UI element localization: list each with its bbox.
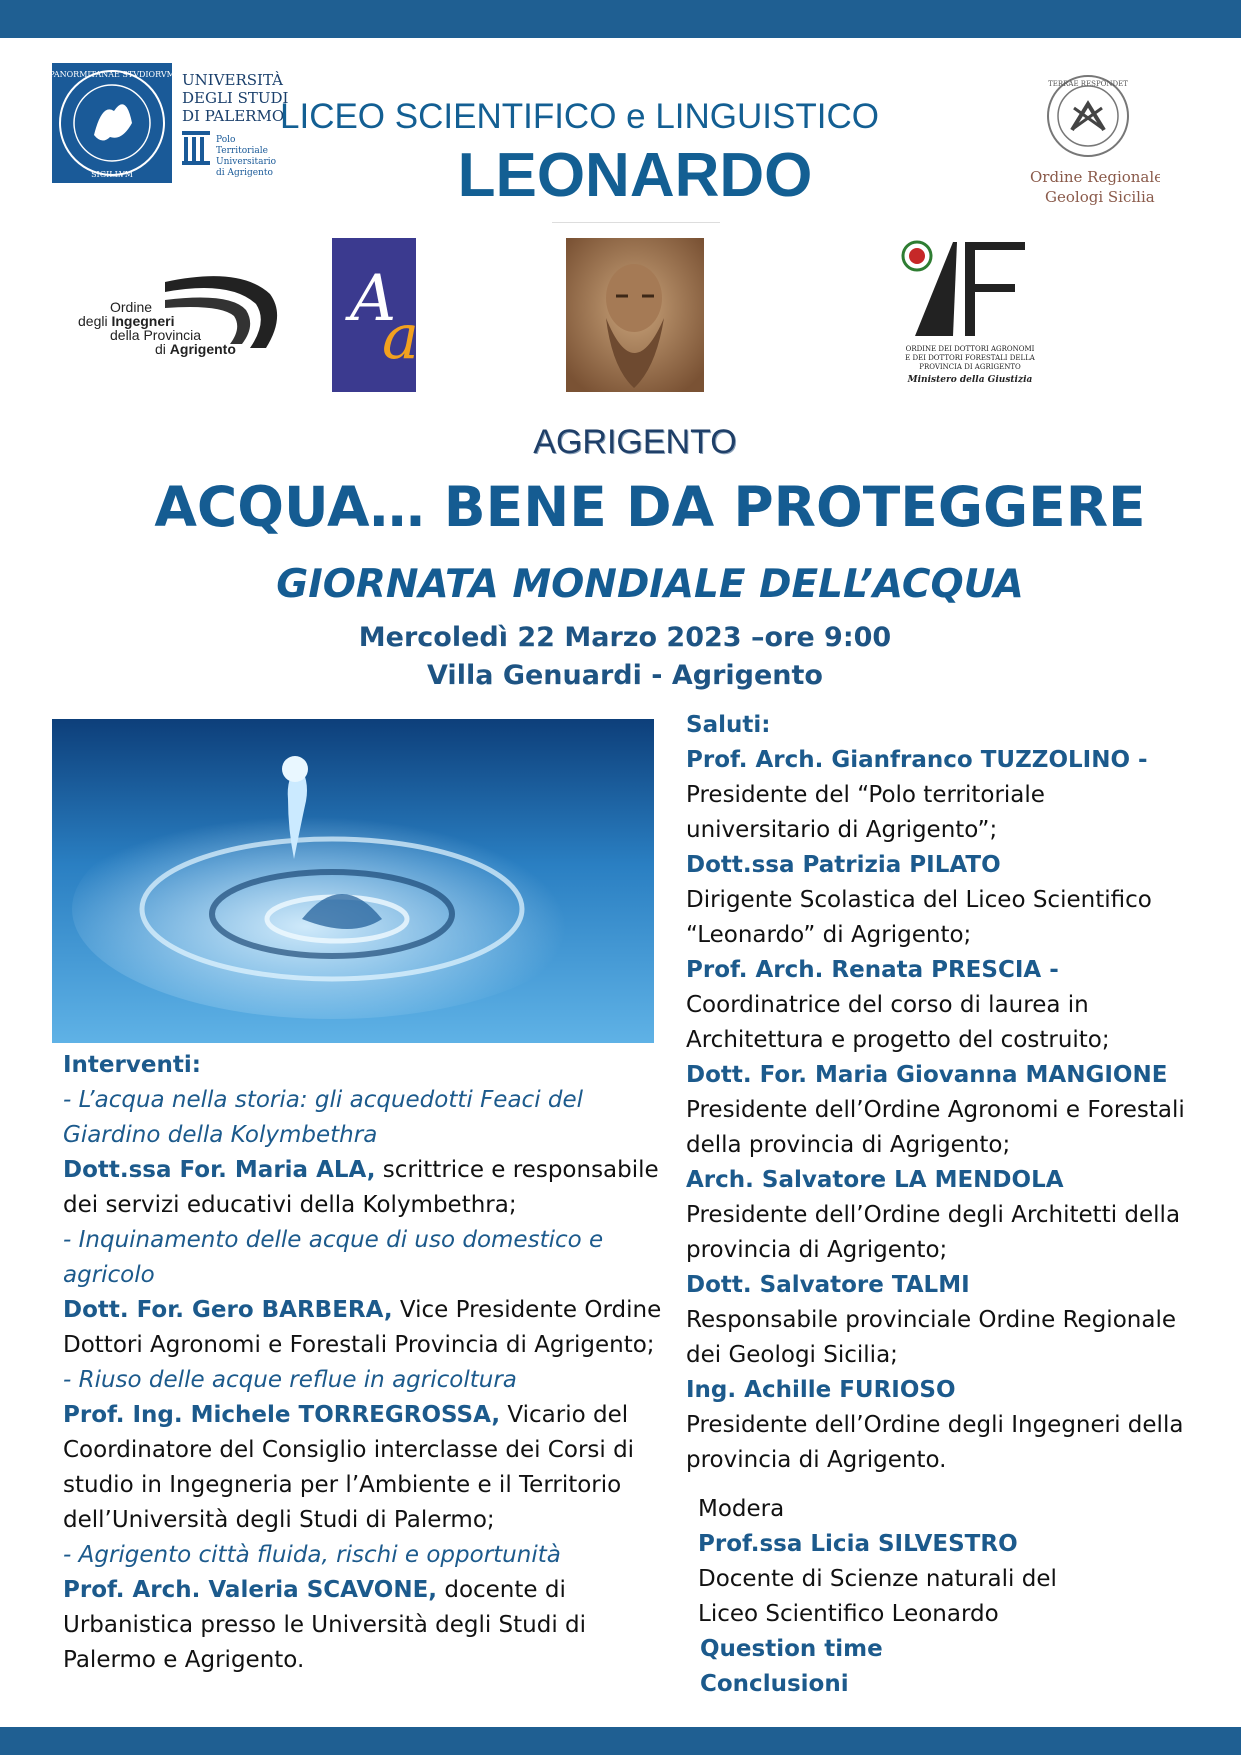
saluti-name-2: Dott.ssa Patrizia PILATO [686, 852, 1001, 878]
school-name-line2: LEONARDO [457, 141, 813, 210]
agronomi-line1: ORDINE DEI DOTTORI AGRONOMI [905, 345, 1035, 353]
intervento-topic-3: - Riuso delle acque reflue in agricoltura [63, 1367, 517, 1393]
svg-text:di Agrigento [155, 341, 236, 357]
unipa-name-line3: DI PALERMO [182, 107, 285, 125]
agronomi-logo [895, 236, 1045, 391]
moderator-section [698, 1492, 1198, 1632]
saluti-name-7: Ing. Achille FURIOSO [686, 1377, 956, 1403]
ing-line1: Ordine [110, 299, 153, 315]
polo-line2: Territoriale [216, 146, 268, 156]
svg-text:PANORMITANAE STVDIORVM: PANORMITANAE STVDIORVM [52, 70, 175, 79]
agronomi-line4: Ministero della Giustizia [907, 375, 1033, 385]
event-city: AGRIGENTO [533, 423, 737, 461]
divider [552, 222, 720, 223]
intervento-speaker-2 [63, 1293, 663, 1363]
leonardo-portrait-image [566, 238, 704, 392]
aa-logo [332, 238, 416, 392]
speaker-role: scrittrice e responsabile dei servizi educativi della Kolymbethra; [63, 1157, 659, 1218]
intervento-speaker-4 [63, 1573, 663, 1678]
event-venue: Villa Genuardi - Agrigento [427, 660, 823, 691]
top-banner-bar [0, 0, 1241, 38]
ing-line3: della Provincia [110, 327, 202, 343]
unipa-logo [52, 63, 292, 187]
saluti-role-5: Presidente dell’Ordine degli Architetti della provincia di Agrigento; [686, 1202, 1181, 1263]
saluti-heading: Saluti: [686, 712, 771, 738]
saluti-name-4: Dott. For. Maria Giovanna MANGIONE [686, 1062, 1168, 1088]
ingegneri-logo [70, 270, 280, 365]
intervento-topic-1: - L’acqua nella storia: gli acquedotti Feaci del Giardino della Kolymbethra [63, 1087, 584, 1148]
ing-line2a: degli [78, 313, 112, 329]
intervento-speaker-1 [63, 1153, 663, 1223]
ing-line4a: di [155, 341, 170, 357]
speaker-role: Vice Presidente Ordine Dottori Agronomi e Forestali Provincia di Agrigento; [63, 1297, 662, 1358]
speaker-name: Dott.ssa For. Maria ALA, [63, 1157, 376, 1183]
polo-line3: Universitario [216, 157, 277, 167]
speaker-name: Prof. Arch. Valeria SCAVONE, [63, 1577, 438, 1603]
saluti-role-6: Responsabile provinciale Ordine Regionale dei Geologi Sicilia; [686, 1307, 1176, 1368]
event-date: Mercoledì 22 Marzo 2023 –ore 9:00 [358, 622, 892, 653]
moderator-name: Prof.ssa Licia SILVESTRO [698, 1531, 1018, 1557]
polo-line1: Polo [216, 135, 236, 145]
saluti-name-3: Prof. Arch. Renata PRESCIA - [686, 957, 1059, 983]
unipa-name-line1: UNIVERSITÀ [182, 71, 283, 89]
closing-item-2: Conclusioni [700, 1671, 849, 1697]
aa-lower: a [382, 300, 416, 373]
polo-line4: di Agrigento [216, 168, 273, 178]
speaker-role: Vicario del Coordinatore del Consiglio interclasse dei Corsi di studio in Ingegneria per l’Ambiente e il Territorio dell’Università degli Studi di Palermo; [63, 1402, 635, 1533]
geologi-logo [1030, 72, 1160, 212]
agronomi-line3: PROVINCIA DI AGRIGENTO [919, 363, 1021, 371]
interventi-section [63, 1048, 663, 1678]
ing-line4b: Agrigento [169, 341, 236, 357]
interventi-heading: Interventi: [63, 1052, 201, 1078]
saluti-role-4: Presidente dell’Ordine Agronomi e Forestali della provincia di Agrigento; [686, 1097, 1185, 1158]
intervento-topic-4: - Agrigento città fluida, rischi e opportunità [63, 1542, 561, 1568]
intervento-speaker-3 [63, 1398, 663, 1538]
bottom-banner-bar [0, 1727, 1241, 1755]
saluti-role-3: Coordinatrice del corso di laurea in Architettura e progetto del costruito; [686, 992, 1110, 1053]
saluti-name-1: Prof. Arch. Gianfranco TUZZOLINO - [686, 747, 1148, 773]
school-name-line1: LICEO SCIENTIFICO e LINGUISTICO [280, 97, 879, 136]
saluti-name-5: Arch. Salvatore LA MENDOLA [686, 1167, 1064, 1193]
speaker-role: docente di Urbanistica presso le Università degli Studi di Palermo e Agrigento. [63, 1577, 587, 1673]
water-splash-image [52, 719, 654, 1043]
closing-item-1: Question time [700, 1636, 883, 1662]
speaker-name: Prof. Ing. Michele TORREGROSSA, [63, 1402, 501, 1428]
saluti-role-2: Dirigente Scolastica del Liceo Scientifico “Leonardo” di Agrigento; [686, 887, 1152, 948]
unipa-name-line2: DEGLI STUDI [182, 89, 289, 107]
geologi-line2: Geologi Sicilia [1045, 188, 1155, 206]
ing-line2b: Ingegneri [111, 313, 175, 329]
saluti-role-1: Presidente del “Polo territoriale universitario di Agrigento”; [686, 782, 1045, 843]
moderator-label: Modera [698, 1496, 785, 1522]
intervento-topic-2: - Inquinamento delle acque di uso domestico e agricolo [63, 1227, 604, 1288]
closing-section [700, 1632, 1100, 1702]
saluti-name-6: Dott. Salvatore TALMI [686, 1272, 970, 1298]
svg-text:TERRAE RESPONDET: TERRAE RESPONDET [1048, 80, 1128, 88]
speaker-name: Dott. For. Gero BARBERA, [63, 1297, 393, 1323]
agronomi-line2: E DEI DOTTORI FORESTALI DELLA [905, 354, 1035, 362]
geologi-line1: Ordine Regionale [1030, 168, 1160, 186]
saluti-section [686, 708, 1186, 1478]
moderator-role: Docente di Scienze naturali del Liceo Scientifico Leonardo [698, 1566, 1057, 1627]
aa-upper: A [350, 262, 397, 336]
event-subtitle: GIORNATA MONDIALE DELL’ACQUA [276, 562, 1024, 607]
svg-text:SIGILLVM: SIGILLVM [91, 170, 133, 179]
saluti-role-7: Presidente dell’Ordine degli Ingegneri della provincia di Agrigento. [686, 1412, 1184, 1473]
event-title: ACQUA… BENE DA PROTEGGERE [154, 475, 1146, 539]
